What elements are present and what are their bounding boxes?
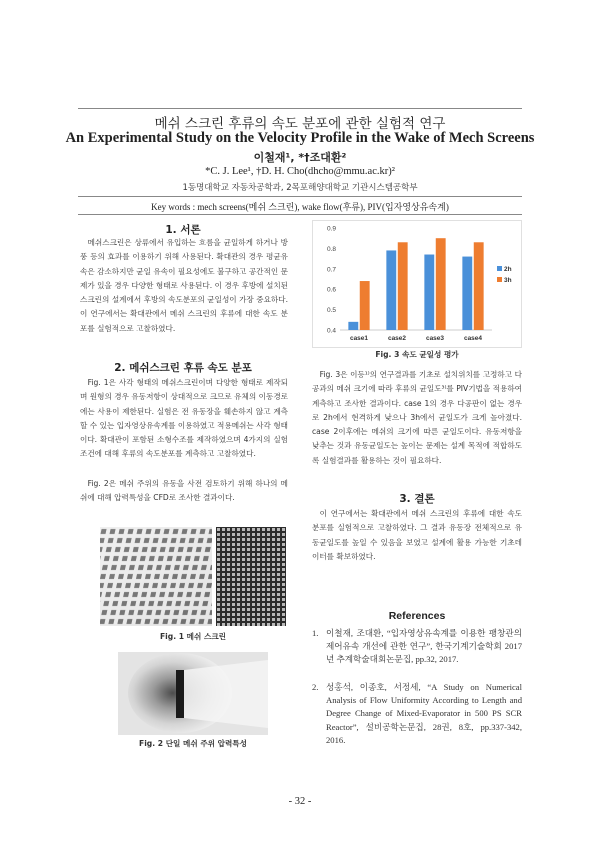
reference-text: 성홍석, 이종호, 서정세, “A Study on Numerical Analysis of Flow Uniformity According to Length and Degree Change of Mixed-Evaporator in 500 PS SCR Reactor”, 설비공학논문집, 28권, 8호, pp.337-342, 2016. <box>326 682 522 745</box>
bar-3h-case1 <box>360 281 370 330</box>
mesh-screen-photo-2 <box>216 527 286 626</box>
cfd-pressure-image <box>118 652 268 735</box>
section-3-title: 3. 결론 <box>399 493 435 505</box>
keyword-rule-bottom <box>78 214 522 215</box>
authors-english: *C. J. Lee¹, †D. H. Cho(dhcho@mmu.ac.kr)² <box>205 166 395 177</box>
bar-3h-case3 <box>436 238 446 330</box>
y-tick-label: 0.5 <box>326 307 336 315</box>
y-tick-label: 0.9 <box>326 225 336 233</box>
fig3-caption: Fig. 3 속도 균일성 평가 <box>375 350 459 359</box>
keyword-rule-top <box>78 196 522 197</box>
keywords: Key words : mech screens(메쉬 스크린), wake flow(후류), PIV(입자영상유속계) <box>151 202 449 212</box>
mesh-screen-photo-1 <box>100 527 212 626</box>
bar-2h-case3 <box>424 255 434 330</box>
x-tick-label: case4 <box>463 335 483 342</box>
bar-3h-case4 <box>474 242 484 330</box>
y-tick-label: 0.6 <box>326 286 336 294</box>
references-title: References <box>388 610 446 622</box>
legend-label-3h: 3h <box>504 277 512 284</box>
x-tick-label: case3 <box>425 335 445 342</box>
velocity-uniformity-chart <box>312 220 522 348</box>
title-english: An Experimental Study on the Velocity Profile in the Wake of Mech Screens <box>65 130 535 146</box>
section-2-text-2: Fig. 2은 메쉬 주위의 유동을 사전 검토하기 위해 하나의 메쉬에 대해 압력특성을 CFD로 조사한 결과이다. <box>80 479 288 503</box>
section-3-text: 이 연구에서는 확대관에서 메쉬 스크린의 후류에 대한 속도 분포를 실험적으로 고찰하였다. 그 결과 유동장 전체적으로 유동균일도를 높일 수 있음을 보였고 설계에 활용 가능한 기초데이터를 확보하였다. <box>312 509 522 561</box>
y-tick-label: 0.8 <box>326 245 336 253</box>
legend-swatch-3h <box>497 277 502 282</box>
reference-number: 1. <box>312 628 319 638</box>
section-2-title: 2. 메쉬스크린 후류 속도 분포 <box>114 362 252 374</box>
bar-3h-case2 <box>398 242 408 330</box>
chart-frame <box>313 221 522 348</box>
page-number: - 32 - <box>288 796 312 807</box>
header-rule <box>78 108 522 109</box>
reference-text: 이철재, 조대환, “입자영상유속계를 이용한 팽창관의 제어유속 개선에 관한 연구”, 한국기계기술학회 2017년 추계학술대회논문집, pp.32, 2017. <box>326 628 522 665</box>
authors-korean: 이철재¹, *†조대환² <box>253 151 347 164</box>
fig1-caption: Fig. 1 메쉬 스크린 <box>159 632 226 641</box>
bar-2h-case2 <box>386 250 396 330</box>
reference-item <box>312 627 522 667</box>
y-tick-label: 0.4 <box>326 327 336 335</box>
y-tick-label: 0.7 <box>326 266 336 274</box>
reference-number: 2. <box>312 682 319 692</box>
bar-2h-case4 <box>462 257 472 330</box>
title-korean: 메쉬 스크린 후류의 속도 분포에 관한 실험적 연구 <box>154 116 446 132</box>
section-2-text-1: Fig. 1은 사각 형태의 메쉬스크린이며 다양한 형태로 제작되며 원형의 경우 유동저항이 상대적으로 크므로 유체의 이동경로에는 사용이 제한된다. 실험은 전 유동장을 훼손하지 않고 계측할 수 있는 입자영상유속계를 이용하였고 적용메쉬는 사각 형태이다. 확대관이 포함된 소형수조를 제작하였으며 4가지의 실험조건에 대해 후류의 속도분포를 계측하고 고찰하였다. <box>80 378 288 459</box>
x-tick-label: case1 <box>349 335 369 342</box>
affiliation: 1동명대학교 자동차공학과, 2목포해양대학교 기관시스템공학부 <box>182 183 418 193</box>
x-tick-label: case2 <box>387 335 407 342</box>
bar-2h-case1 <box>348 322 358 330</box>
legend-label-2h: 2h <box>504 266 512 273</box>
fig2-caption: Fig. 2 단일 메쉬 주위 압력특성 <box>139 739 247 748</box>
section-1-title: 1. 서론 <box>165 224 201 236</box>
section-2-text-3: Fig. 3은 이등¹⁾의 연구결과를 기초로 설치위치를 고정하고 다공과의 메쉬 크기에 따라 후류의 균일도³⁾를 PIV기법을 적용하여 계측하고 조사한 결과이다. case 1의 경우 다공판이 없는 경우로 2h에서 현격하게 낮으나 3h에서 균일도가 크게 높아졌다. case 2이후에는 메쉬의 크기에 따른 균일도이다. 유동저항을 낮추는 것과 유동균일도는 높이는 문제는 설계 목적에 적합하도록 실험결과를 활용하는 것이 필요하다. <box>312 370 522 465</box>
legend-swatch-2h <box>497 266 502 271</box>
section-1-text: 메쉬스크린은 상류에서 유입하는 흐름을 균일하게 하거나 방풍 등의 효과를 이용하기 위해 사용된다. 확대관의 경우 평균유속은 감소하지만 균일 유속이 필요성에도 불구하고 공간적인 문제가 있을 경우 다양한 형태로 사용된다. 이 경우 후방에 설치된 스크린의 설계에서 후방의 속도분포의 균일성이 가장 중요하다. 이 연구에서는 확대관에서 메쉬 스크린의 후류에 대한 속도 분포를 실험적으로 고찰하였다. <box>80 238 288 333</box>
reference-item <box>312 681 522 747</box>
